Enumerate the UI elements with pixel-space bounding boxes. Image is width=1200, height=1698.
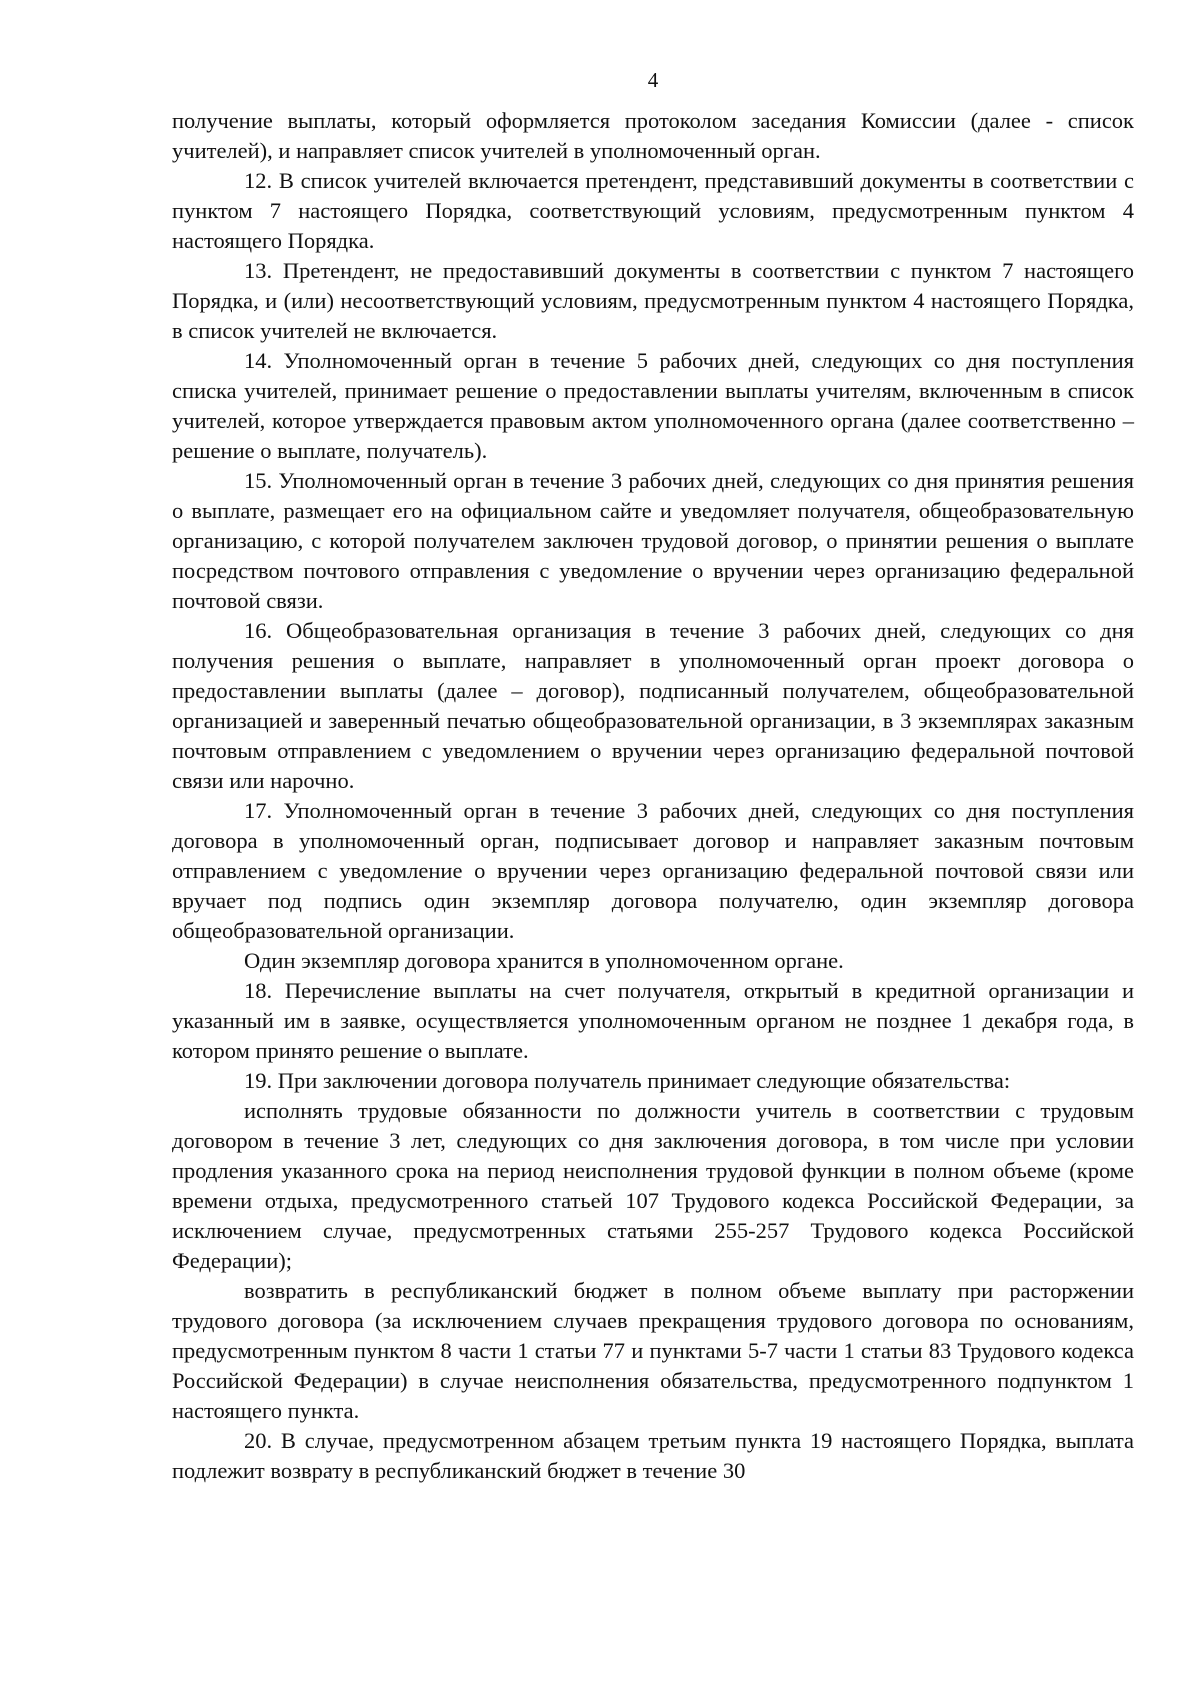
paragraph-13: 13. Претендент, не предоставивший документы в соответствии с пунктом 7 настоящего Порядка, и (или) несоответствующий условиям, предусмотренным пунктом 4 настоящего Порядка, в список учителей не включается. bbox=[172, 258, 1134, 343]
document-body bbox=[172, 106, 1134, 1486]
paragraph-20: 20. В случае, предусмотренном абзацем третьим пункта 19 настоящего Порядка, выплата подлежит возврату в республиканский бюджет в течение 30 bbox=[172, 1428, 1134, 1483]
paragraph-12: 12. В список учителей включается претендент, представивший документы в соответствии с пунктом 7 настоящего Порядка, соответствующий условиям, предусмотренным пунктом 4 настоящего Порядка. bbox=[172, 168, 1134, 253]
page-number: 4 bbox=[647, 68, 659, 92]
paragraph-17-contract-copy: Один экземпляр договора хранится в уполномоченном органе. bbox=[244, 948, 844, 973]
paragraph-19-obligation-1: исполнять трудовые обязанности по должности учитель в соответствии с трудовым договором в течение 3 лет, следующих со дня заключения договора, в том числе при условии продления указанного срока на период неисполнения трудовой функции в полном объеме (кроме времени отдыха, предусмотренного статьей 107 Трудового кодекса Российской Федерации, за исключением случае, предусмотренных статьями 255-257 Трудового кодекса Российской Федерации); bbox=[172, 1098, 1134, 1273]
paragraph-16: 16. Общеобразовательная организация в течение 3 рабочих дней, следующих со дня получения решения о выплате, направляет в уполномоченный орган проект договора о предоставлении выплаты (далее – договор), подписанный получателем, общеобразовательной организацией и заверенный печатью общеобразовательной организации, в 3 экземплярах заказным почтовым отправлением с уведомлением о вручении через организацию федеральной почтовой связи или нарочно. bbox=[172, 618, 1134, 793]
paragraph-19: 19. При заключении договора получатель принимает следующие обязательства: bbox=[244, 1068, 1011, 1093]
paragraph-19-obligation-2: возвратить в республиканский бюджет в полном объеме выплату при расторжении трудового договора (за исключением случаев прекращения трудового договора по основаниям, предусмотренным пунктом 8 части 1 статьи 77 и пунктами 5-7 части 1 статьи 83 Трудового кодекса Российской Федерации) в случае неисполнения обязательства, предусмотренного подпунктом 1 настоящего пункта. bbox=[172, 1278, 1134, 1423]
paragraph-14: 14. Уполномоченный орган в течение 5 рабочих дней, следующих со дня поступления списка учителей, принимает решение о предоставлении выплаты учителям, включенным в список учителей, которое утверждается правовым актом уполномоченного органа (далее соответственно – решение о выплате, получатель). bbox=[172, 348, 1134, 463]
paragraph-18: 18. Перечисление выплаты на счет получателя, открытый в кредитной организации и указанный им в заявке, осуществляется уполномоченным органом не позднее 1 декабря года, в котором принято решение о выплате. bbox=[172, 978, 1134, 1063]
paragraph-continuation: получение выплаты, который оформляется протоколом заседания Комиссии (далее - список учителей), и направляет список учителей в уполномоченный орган. bbox=[172, 108, 1134, 163]
paragraph-17: 17. Уполномоченный орган в течение 3 рабочих дней, следующих со дня поступления договора в уполномоченный орган, подписывает договор и направляет заказным почтовым отправлением с уведомление о вручении через организацию федеральной почтовой связи или вручает под подпись один экземпляр договора получателю, один экземпляр договора общеобразовательной организации. bbox=[172, 798, 1134, 943]
paragraph-15: 15. Уполномоченный орган в течение 3 рабочих дней, следующих со дня принятия решения о выплате, размещает его на официальном сайте и уведомляет получателя, общеобразовательную организацию, с которой получателем заключен трудовой договор, о принятии решения о выплате посредством почтового отправления с уведомление о вручении через организацию федеральной почтовой связи. bbox=[172, 468, 1134, 613]
